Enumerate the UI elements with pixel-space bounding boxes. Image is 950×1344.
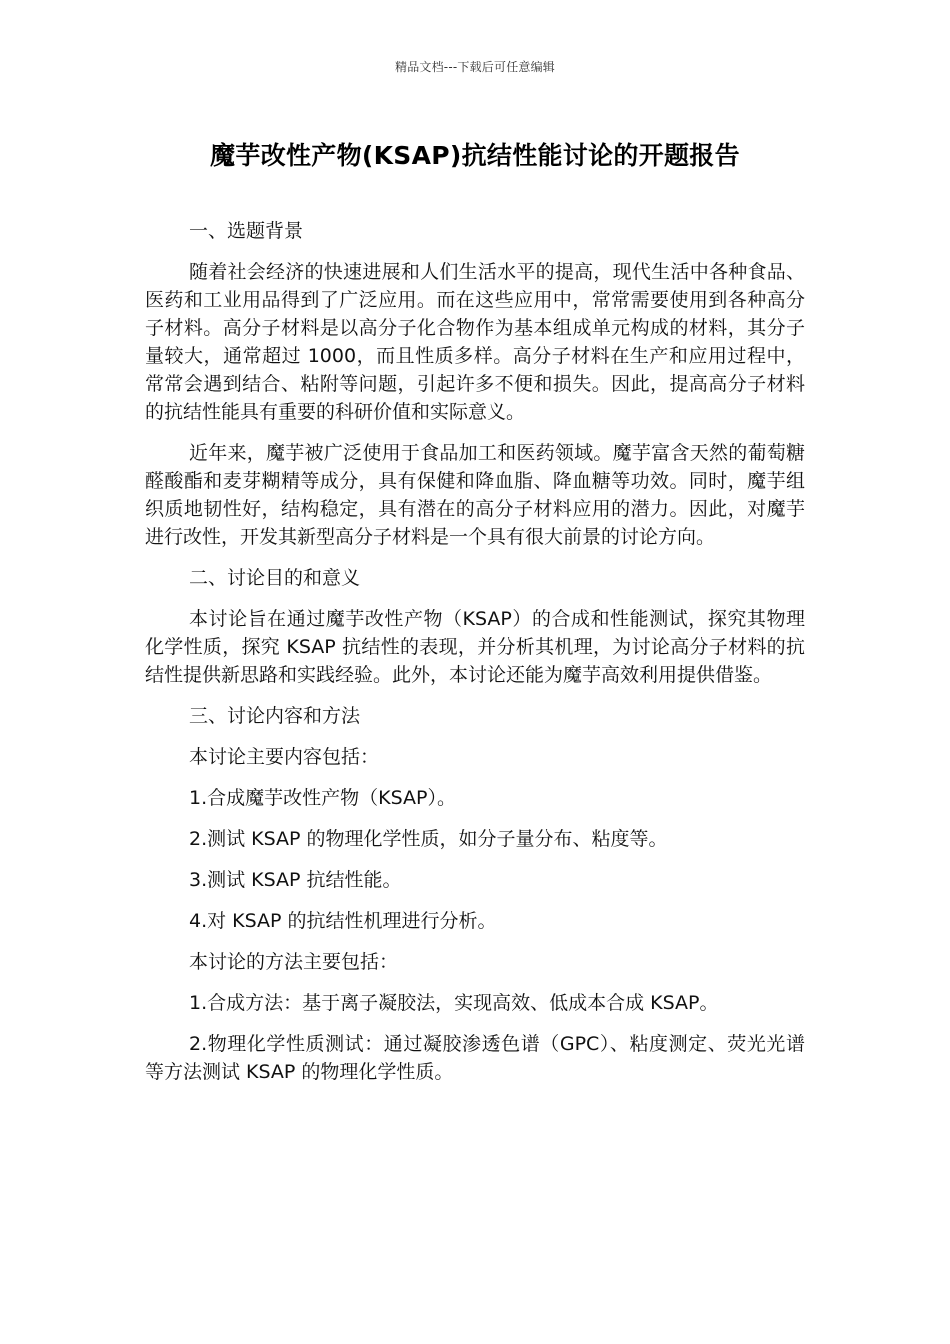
paragraph-background-1: 随着社会经济的快速进展和人们生活水平的提高，现代生活中各种食品、医药和工业用品得到了广泛应用。而在这些应用中，常常需要使用到各种高分子材料。高分子材料是以高分子化合物作为基本组成单元构成的材料，其分子量较大，通常超过 1000，而且性质多样。高分子材料在生产和应用过程中，常常会遇到结合、粘附等问题，引起许多不便和损失。因此，提高高分子材料的抗结性能具有重要的科研价值和实际意义。 — [145, 261, 805, 423]
paragraph-purpose: 本讨论旨在通过魔芋改性产物（KSAP）的合成和性能测试，探究其物理化学性质，探究 KSAP 抗结性的表现，并分析其机理，为讨论高分子材料的抗结性提供新思路和实践经验。此外，本讨论还能为魔芋高效利用提供借鉴。 — [145, 608, 805, 686]
list-item-content: 4.对 KSAP 的抗结性机理进行分析。 — [189, 910, 497, 932]
list-item-method: 2.物理化学性质测试：通过凝胶渗透色谱（GPC）、粘度测定、荧光光谱等方法测试 KSAP 的物理化学性质。 — [145, 1033, 805, 1083]
section-heading-purpose: 二、讨论目的和意义 — [189, 567, 361, 589]
page-title: 魔芋改性产物(KSAP)抗结性能讨论的开题报告 — [210, 141, 740, 170]
section-heading-background: 一、选题背景 — [189, 220, 304, 242]
paragraph-content-intro: 本讨论主要内容包括： — [189, 746, 380, 768]
list-item-content: 1.合成魔芋改性产物（KSAP）。 — [189, 787, 456, 809]
section-heading-content-methods: 三、讨论内容和方法 — [189, 705, 361, 727]
paragraph-background-2: 近年来，魔芋被广泛使用于食品加工和医药领域。魔芋富含天然的葡萄糖醛酸酯和麦芽糊精等成分，具有保健和降血脂、降血糖等功效。同时，魔芋组织质地韧性好，结构稳定，具有潜在的高分子材料应用的潜力。因此，对魔芋进行改性，开发其新型高分子材料是一个具有很大前景的讨论方向。 — [145, 442, 805, 548]
paragraph-methods-intro: 本讨论的方法主要包括： — [189, 951, 399, 973]
header-note: 精品文档---下载后可任意编辑 — [395, 60, 555, 74]
list-item-method: 1.合成方法：基于离子凝胶法，实现高效、低成本合成 KSAP。 — [189, 992, 719, 1014]
list-item-content: 2.测试 KSAP 的物理化学性质，如分子量分布、粘度等。 — [189, 828, 668, 850]
document-body — [145, 217, 805, 1099]
list-item-content: 3.测试 KSAP 抗结性能。 — [189, 869, 402, 891]
